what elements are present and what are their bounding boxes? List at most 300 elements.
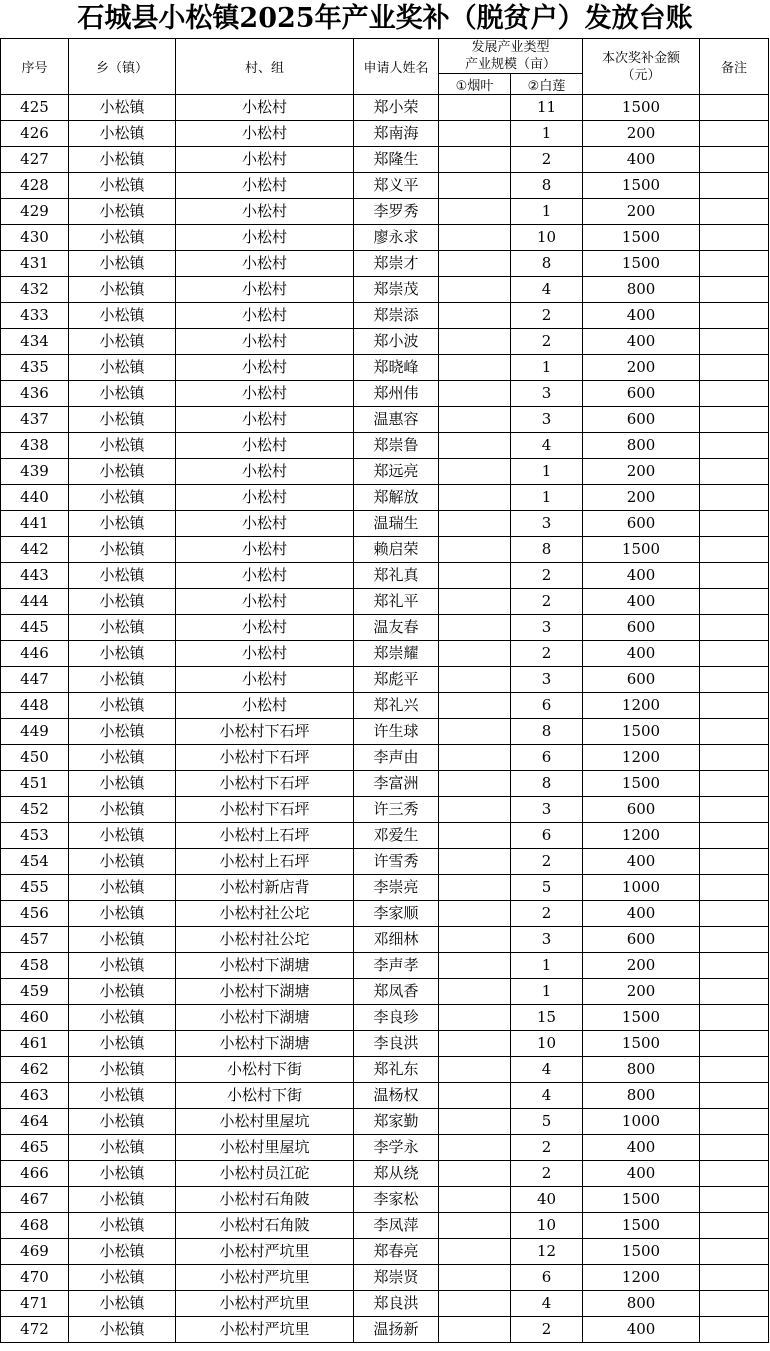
cell-village: 小松村 [176,95,354,121]
table-row [1,95,769,121]
cell-lotus: 2 [511,589,583,615]
cell-seq: 432 [1,277,69,303]
cell-lotus: 1 [511,979,583,1005]
cell-applicant: 郑崇茂 [354,277,439,303]
cell-remark [700,251,769,277]
cell-tobacco [439,797,511,823]
cell-remark [700,927,769,953]
cell-applicant: 郑从绕 [354,1161,439,1187]
cell-remark [700,1083,769,1109]
cell-applicant: 温杨权 [354,1083,439,1109]
cell-village: 小松村 [176,485,354,511]
cell-seq: 461 [1,1031,69,1057]
cell-township: 小松镇 [69,927,176,953]
cell-applicant: 廖永求 [354,225,439,251]
cell-tobacco [439,407,511,433]
cell-amount: 600 [583,797,700,823]
cell-applicant: 李崇亮 [354,875,439,901]
cell-village: 小松村 [176,433,354,459]
cell-village: 小松村下街 [176,1057,354,1083]
cell-remark [700,771,769,797]
cell-township: 小松镇 [69,589,176,615]
cell-lotus: 8 [511,537,583,563]
cell-lotus: 4 [511,277,583,303]
cell-applicant: 郑礼平 [354,589,439,615]
table-row [1,693,769,719]
cell-village: 小松村石角陂 [176,1187,354,1213]
cell-remark [700,485,769,511]
cell-amount: 400 [583,329,700,355]
cell-lotus: 2 [511,563,583,589]
cell-applicant: 郑崇添 [354,303,439,329]
header-amount [583,39,700,95]
cell-amount: 1500 [583,95,700,121]
cell-village: 小松村下湖塘 [176,1031,354,1057]
cell-village: 小松村 [176,225,354,251]
cell-applicant: 温瑞生 [354,511,439,537]
cell-township: 小松镇 [69,199,176,225]
cell-applicant: 李家松 [354,1187,439,1213]
table-row [1,745,769,771]
cell-seq: 427 [1,147,69,173]
cell-applicant: 郑小荣 [354,95,439,121]
cell-village: 小松村下石坪 [176,771,354,797]
cell-village: 小松村下街 [176,1083,354,1109]
cell-applicant: 邓细林 [354,927,439,953]
cell-applicant: 郑崇鲁 [354,433,439,459]
cell-amount: 200 [583,953,700,979]
cell-applicant: 李声由 [354,745,439,771]
cell-village: 小松村下石坪 [176,797,354,823]
cell-amount: 1200 [583,693,700,719]
cell-remark [700,615,769,641]
cell-village: 小松村新店背 [176,875,354,901]
cell-lotus: 1 [511,121,583,147]
cell-amount: 600 [583,667,700,693]
cell-amount: 1500 [583,1005,700,1031]
cell-remark [700,823,769,849]
cell-tobacco [439,121,511,147]
table-row [1,121,769,147]
cell-township: 小松镇 [69,1109,176,1135]
cell-township: 小松镇 [69,381,176,407]
cell-village: 小松村 [176,589,354,615]
cell-township: 小松镇 [69,433,176,459]
cell-remark [700,1135,769,1161]
cell-township: 小松镇 [69,771,176,797]
cell-township: 小松镇 [69,511,176,537]
header-applicant: 申请人姓名 [354,39,439,95]
cell-tobacco [439,225,511,251]
cell-seq: 463 [1,1083,69,1109]
cell-seq: 472 [1,1317,69,1343]
cell-lotus: 3 [511,381,583,407]
table-row [1,1213,769,1239]
cell-applicant: 温扬新 [354,1317,439,1343]
cell-amount: 1000 [583,875,700,901]
cell-village: 小松村 [176,251,354,277]
cell-seq: 425 [1,95,69,121]
cell-lotus: 1 [511,459,583,485]
cell-village: 小松村里屋坑 [176,1109,354,1135]
cell-lotus: 3 [511,615,583,641]
cell-village: 小松村 [176,459,354,485]
header-seq: 序号 [1,39,69,95]
cell-applicant: 郑南海 [354,121,439,147]
cell-tobacco [439,901,511,927]
cell-lotus: 6 [511,823,583,849]
cell-tobacco [439,485,511,511]
table-header [1,39,769,95]
cell-village: 小松村 [176,147,354,173]
cell-tobacco [439,1109,511,1135]
cell-applicant: 郑崇贤 [354,1265,439,1291]
cell-remark [700,719,769,745]
cell-village: 小松村 [176,641,354,667]
header-amount-line1: 本次奖补金额 [602,50,681,66]
cell-amount: 1500 [583,537,700,563]
cell-tobacco [439,1031,511,1057]
cell-amount: 400 [583,1317,700,1343]
cell-village: 小松村严坑里 [176,1291,354,1317]
cell-tobacco [439,563,511,589]
cell-seq: 464 [1,1109,69,1135]
cell-remark [700,1005,769,1031]
table-row [1,537,769,563]
table-row [1,1083,769,1109]
cell-remark [700,979,769,1005]
cell-seq: 455 [1,875,69,901]
subsidy-ledger-table [0,38,769,1343]
cell-remark [700,355,769,381]
cell-township: 小松镇 [69,1057,176,1083]
cell-amount: 800 [583,1083,700,1109]
cell-village: 小松村下石坪 [176,745,354,771]
cell-amount: 1500 [583,771,700,797]
cell-township: 小松镇 [69,537,176,563]
cell-township: 小松镇 [69,173,176,199]
cell-remark [700,381,769,407]
cell-village: 小松村下湖塘 [176,953,354,979]
cell-applicant: 郑礼兴 [354,693,439,719]
table-row [1,355,769,381]
cell-township: 小松镇 [69,251,176,277]
cell-tobacco [439,433,511,459]
cell-lotus: 2 [511,303,583,329]
cell-lotus: 10 [511,225,583,251]
table-row [1,563,769,589]
cell-remark [700,563,769,589]
table-row [1,589,769,615]
cell-applicant: 温惠容 [354,407,439,433]
cell-seq: 434 [1,329,69,355]
cell-township: 小松镇 [69,1031,176,1057]
cell-remark [700,667,769,693]
cell-lotus: 2 [511,147,583,173]
cell-village: 小松村 [176,407,354,433]
cell-tobacco [439,745,511,771]
cell-village: 小松村严坑里 [176,1265,354,1291]
cell-remark [700,1057,769,1083]
cell-township: 小松镇 [69,303,176,329]
cell-village: 小松村 [176,615,354,641]
cell-lotus: 5 [511,1109,583,1135]
cell-tobacco [439,589,511,615]
cell-village: 小松村 [176,563,354,589]
table-row [1,719,769,745]
cell-lotus: 4 [511,433,583,459]
cell-tobacco [439,277,511,303]
cell-lotus: 2 [511,329,583,355]
cell-seq: 450 [1,745,69,771]
cell-remark [700,745,769,771]
cell-lotus: 4 [511,1291,583,1317]
cell-lotus: 2 [511,1135,583,1161]
cell-amount: 1500 [583,251,700,277]
cell-seq: 443 [1,563,69,589]
cell-amount: 200 [583,979,700,1005]
cell-remark [700,225,769,251]
cell-amount: 600 [583,381,700,407]
cell-tobacco [439,1135,511,1161]
cell-township: 小松镇 [69,121,176,147]
cell-applicant: 郑义平 [354,173,439,199]
cell-township: 小松镇 [69,563,176,589]
cell-amount: 600 [583,511,700,537]
cell-lotus: 5 [511,875,583,901]
table-row [1,1135,769,1161]
cell-remark [700,1265,769,1291]
table-row [1,459,769,485]
table-row [1,173,769,199]
cell-village: 小松村员江砣 [176,1161,354,1187]
cell-township: 小松镇 [69,849,176,875]
cell-amount: 400 [583,1135,700,1161]
cell-township: 小松镇 [69,1083,176,1109]
cell-township: 小松镇 [69,719,176,745]
cell-township: 小松镇 [69,1161,176,1187]
cell-tobacco [439,953,511,979]
cell-seq: 428 [1,173,69,199]
cell-tobacco [439,719,511,745]
table-row [1,1057,769,1083]
cell-seq: 453 [1,823,69,849]
cell-remark [700,1213,769,1239]
cell-tobacco [439,693,511,719]
cell-applicant: 许三秀 [354,797,439,823]
cell-applicant: 郑州伟 [354,381,439,407]
cell-remark [700,303,769,329]
cell-remark [700,641,769,667]
cell-seq: 469 [1,1239,69,1265]
cell-tobacco [439,303,511,329]
cell-village: 小松村 [176,199,354,225]
table-row [1,329,769,355]
cell-tobacco [439,1083,511,1109]
table-row [1,277,769,303]
cell-amount: 800 [583,277,700,303]
table-row [1,381,769,407]
cell-amount: 1500 [583,1239,700,1265]
cell-amount: 400 [583,303,700,329]
cell-amount: 400 [583,563,700,589]
cell-lotus: 40 [511,1187,583,1213]
cell-amount: 1200 [583,745,700,771]
cell-seq: 462 [1,1057,69,1083]
cell-township: 小松镇 [69,797,176,823]
cell-applicant: 郑凤香 [354,979,439,1005]
cell-lotus: 2 [511,849,583,875]
cell-village: 小松村 [176,277,354,303]
cell-applicant: 赖启荣 [354,537,439,563]
cell-remark [700,1109,769,1135]
cell-applicant: 李家顺 [354,901,439,927]
cell-seq: 456 [1,901,69,927]
cell-amount: 400 [583,589,700,615]
cell-applicant: 郑解放 [354,485,439,511]
cell-lotus: 3 [511,797,583,823]
cell-amount: 600 [583,927,700,953]
cell-seq: 467 [1,1187,69,1213]
cell-lotus: 3 [511,407,583,433]
cell-township: 小松镇 [69,225,176,251]
cell-tobacco [439,199,511,225]
cell-township: 小松镇 [69,277,176,303]
cell-lotus: 15 [511,1005,583,1031]
cell-applicant: 李良珍 [354,1005,439,1031]
cell-remark [700,589,769,615]
cell-tobacco [439,173,511,199]
header-tobacco: ①烟叶 [439,74,511,95]
cell-seq: 452 [1,797,69,823]
cell-amount: 1000 [583,1109,700,1135]
cell-remark [700,407,769,433]
cell-seq: 459 [1,979,69,1005]
header-industry-scale: 产业规模（亩） [439,56,583,74]
cell-lotus: 8 [511,251,583,277]
cell-amount: 400 [583,641,700,667]
cell-tobacco [439,511,511,537]
cell-amount: 1500 [583,1187,700,1213]
cell-village: 小松村 [176,667,354,693]
cell-remark [700,199,769,225]
cell-township: 小松镇 [69,1239,176,1265]
cell-lotus: 8 [511,173,583,199]
cell-village: 小松村上石坪 [176,849,354,875]
cell-seq: 457 [1,927,69,953]
cell-village: 小松村石角陂 [176,1213,354,1239]
cell-township: 小松镇 [69,1291,176,1317]
cell-applicant: 郑春亮 [354,1239,439,1265]
table-row [1,1031,769,1057]
cell-village: 小松村里屋坑 [176,1135,354,1161]
cell-applicant: 郑晓峰 [354,355,439,381]
cell-remark [700,875,769,901]
cell-lotus: 8 [511,719,583,745]
cell-amount: 200 [583,459,700,485]
cell-seq: 435 [1,355,69,381]
cell-township: 小松镇 [69,329,176,355]
cell-tobacco [439,771,511,797]
table-row [1,667,769,693]
cell-village: 小松村 [176,121,354,147]
cell-township: 小松镇 [69,693,176,719]
cell-village: 小松村 [176,537,354,563]
cell-seq: 429 [1,199,69,225]
cell-amount: 1500 [583,719,700,745]
cell-remark [700,1161,769,1187]
table-row [1,1109,769,1135]
cell-tobacco [439,1265,511,1291]
table-row [1,901,769,927]
cell-seq: 471 [1,1291,69,1317]
cell-township: 小松镇 [69,485,176,511]
cell-lotus: 6 [511,745,583,771]
cell-seq: 448 [1,693,69,719]
cell-seq: 431 [1,251,69,277]
cell-lotus: 3 [511,927,583,953]
cell-applicant: 郑崇才 [354,251,439,277]
cell-remark [700,121,769,147]
cell-remark [700,173,769,199]
cell-amount: 600 [583,615,700,641]
cell-township: 小松镇 [69,667,176,693]
header-village: 村、组 [176,39,354,95]
cell-amount: 800 [583,1291,700,1317]
cell-tobacco [439,329,511,355]
cell-applicant: 李良洪 [354,1031,439,1057]
cell-village: 小松村社公坨 [176,901,354,927]
cell-lotus: 4 [511,1083,583,1109]
cell-tobacco [439,537,511,563]
table-row [1,1005,769,1031]
cell-lotus: 10 [511,1213,583,1239]
cell-remark [700,797,769,823]
table-row [1,1187,769,1213]
header-township: 乡（镇） [69,39,176,95]
cell-amount: 400 [583,1161,700,1187]
cell-township: 小松镇 [69,1005,176,1031]
cell-amount: 600 [583,407,700,433]
cell-amount: 400 [583,901,700,927]
table-row [1,927,769,953]
table-row [1,979,769,1005]
cell-amount: 800 [583,1057,700,1083]
cell-township: 小松镇 [69,1135,176,1161]
table-row [1,953,769,979]
cell-amount: 1500 [583,173,700,199]
cell-village: 小松村严坑里 [176,1317,354,1343]
table-row [1,615,769,641]
cell-lotus: 1 [511,199,583,225]
cell-tobacco [439,1239,511,1265]
cell-village: 小松村 [176,381,354,407]
cell-lotus: 2 [511,1317,583,1343]
cell-tobacco [439,1187,511,1213]
cell-lotus: 4 [511,1057,583,1083]
cell-amount: 400 [583,147,700,173]
table-row [1,1239,769,1265]
cell-township: 小松镇 [69,355,176,381]
cell-village: 小松村 [176,303,354,329]
cell-applicant: 郑小波 [354,329,439,355]
cell-tobacco [439,355,511,381]
cell-seq: 454 [1,849,69,875]
cell-remark [700,1187,769,1213]
cell-lotus: 3 [511,511,583,537]
cell-seq: 439 [1,459,69,485]
header-remark: 备注 [700,39,769,95]
